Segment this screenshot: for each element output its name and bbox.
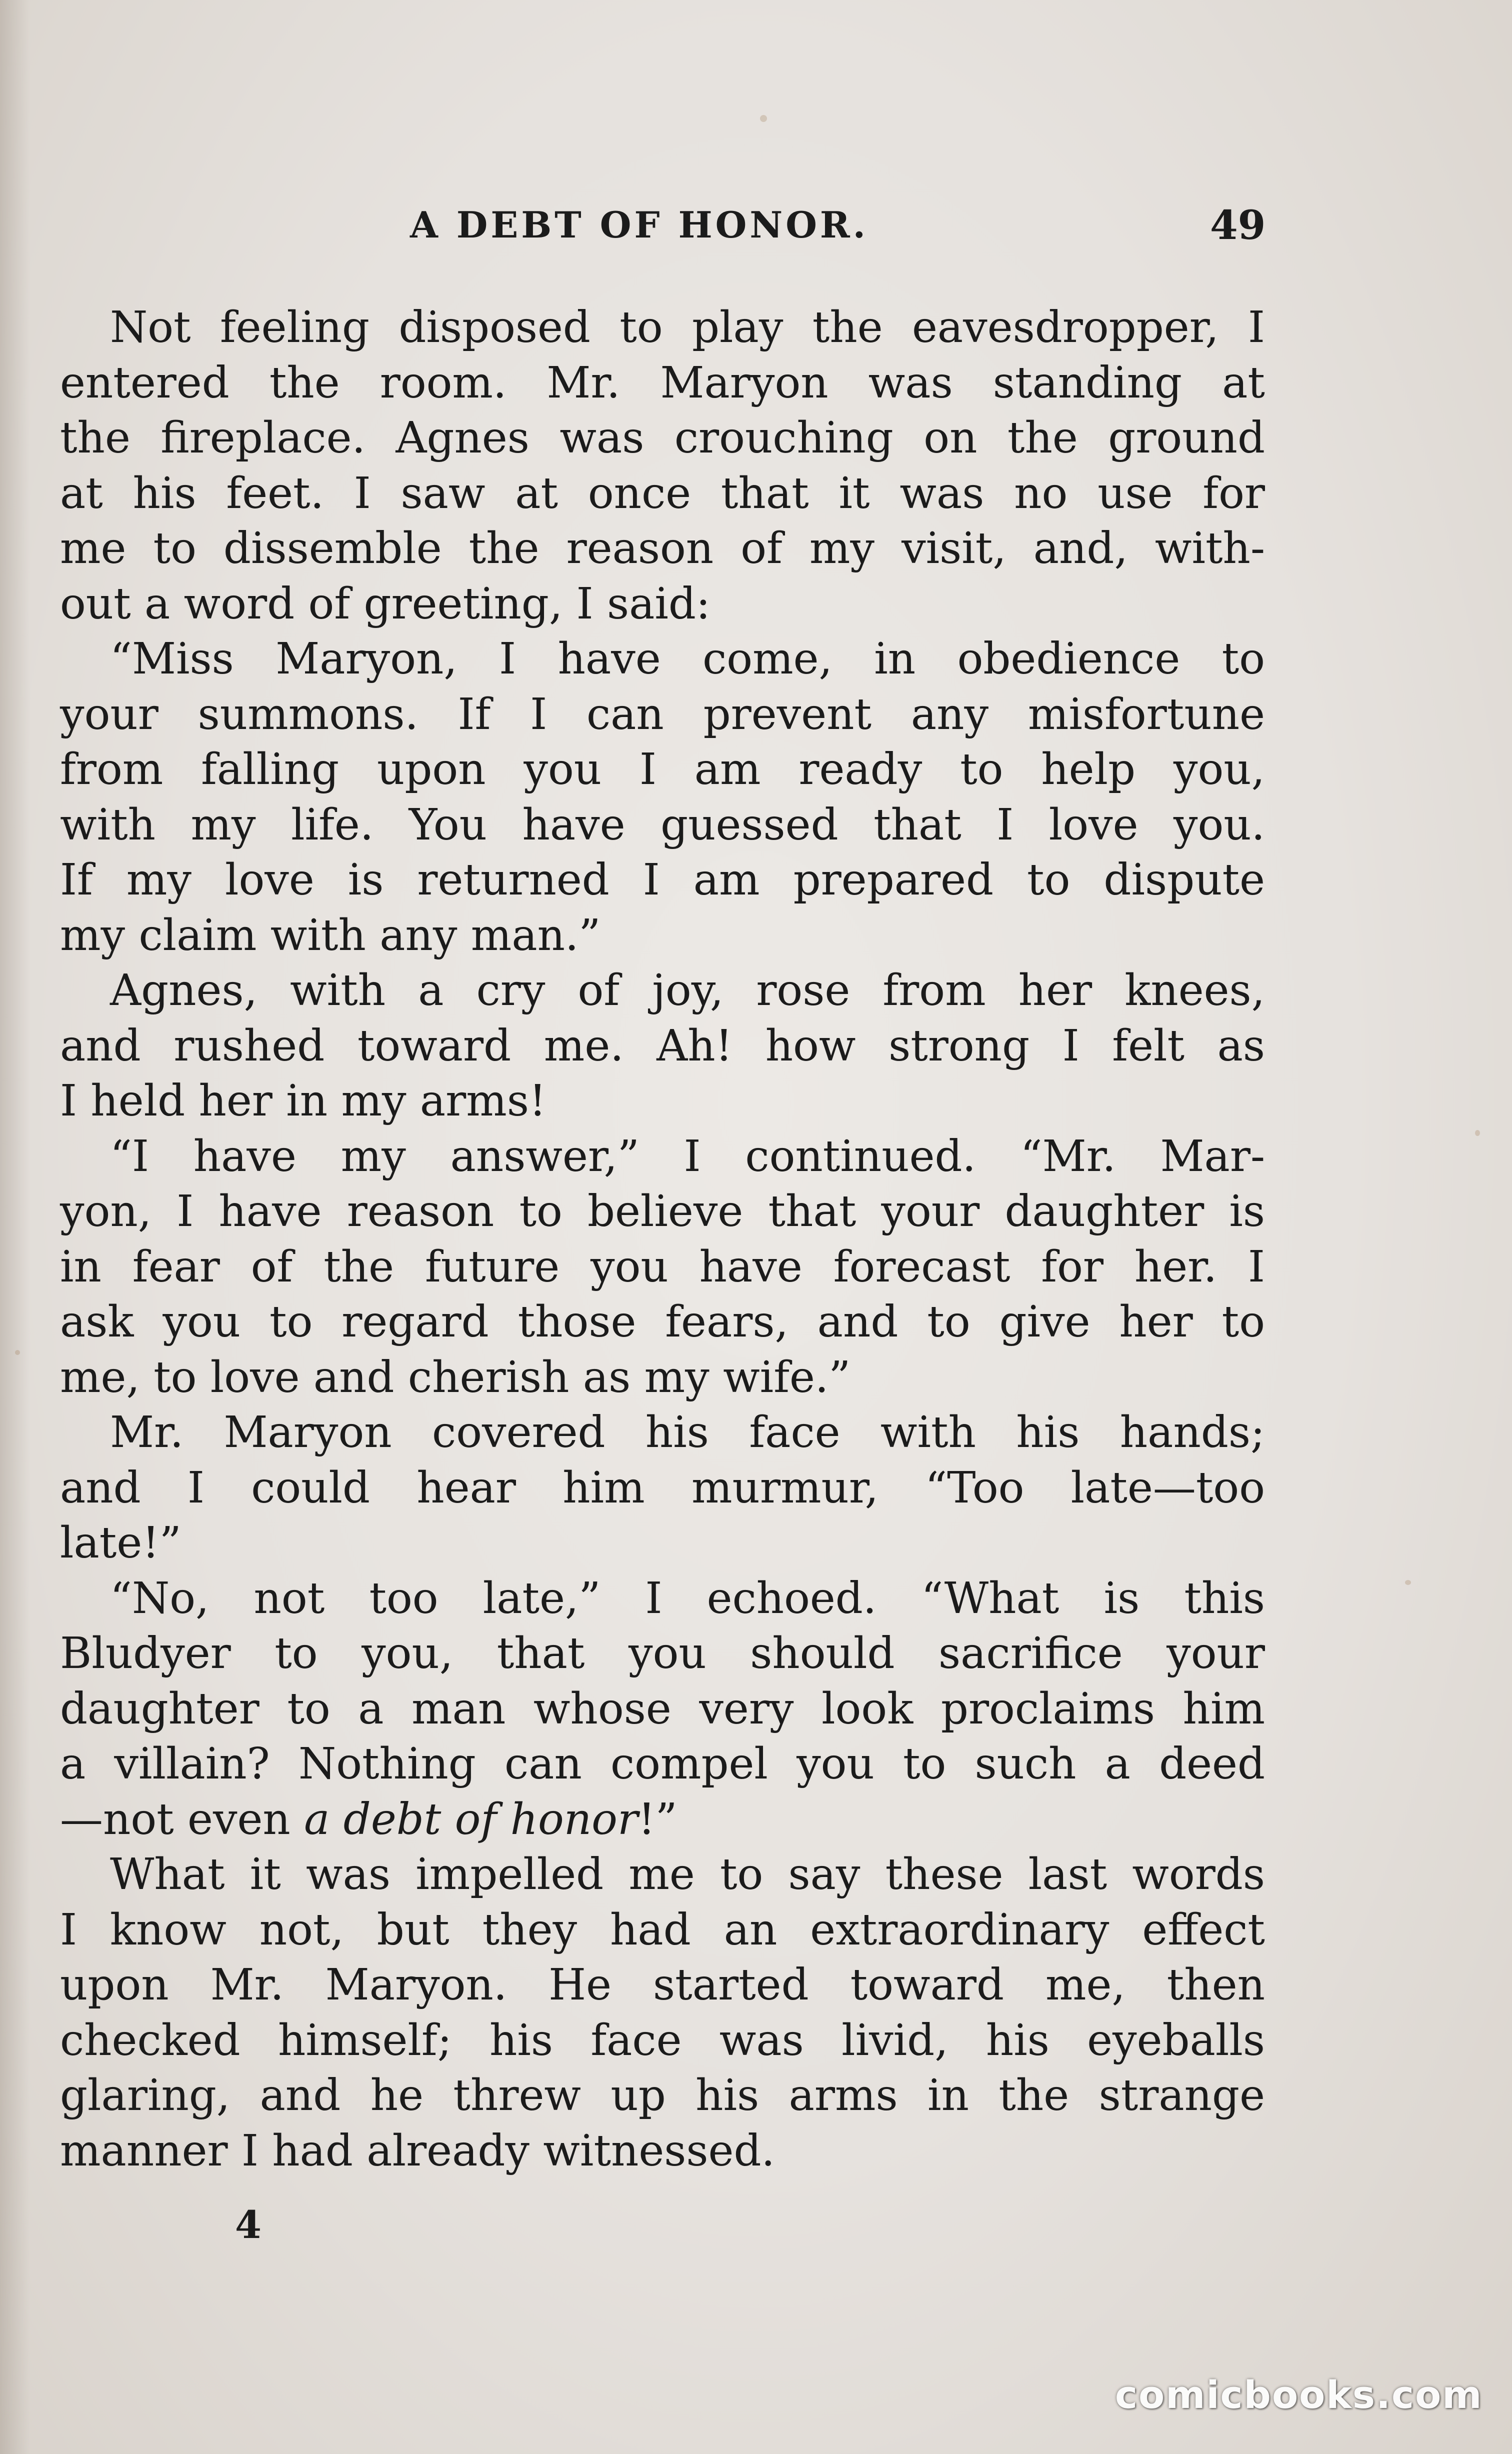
text-line: in fear of the future you have forecast for her. I xyxy=(60,1242,1265,1292)
page-number: 49 xyxy=(1210,202,1266,248)
running-head-title: A DEBT OF HONOR. xyxy=(410,204,868,246)
text-line: and rushed toward me. Ah! how strong I felt as xyxy=(60,1020,1265,1071)
text-line: yon, I have reason to believe that your daughter is xyxy=(60,1186,1265,1236)
text-line: with my life. You have guessed that I love you. xyxy=(60,800,1265,850)
text-line: and I could hear him murmur, “Too late—too xyxy=(60,1462,1265,1513)
text-line: “Miss Maryon, I have come, in obedience to xyxy=(110,634,1265,684)
paper-stain xyxy=(1405,1580,1411,1585)
text-line: What it was impelled me to say these last words xyxy=(110,1850,1265,1900)
text-line: Bludyer to you, that you should sacrifice your xyxy=(60,1628,1265,1678)
text-line: checked himself; his face was livid, his eyeballs xyxy=(60,2015,1265,2066)
signature-mark: 4 xyxy=(235,2202,262,2247)
text-line: Mr. Maryon covered his face with his hands; xyxy=(110,1408,1265,1458)
text-line: glaring, and he threw up his arms in the strange xyxy=(60,2070,1265,2120)
text-line: Not feeling disposed to play the eavesdropper, I xyxy=(110,302,1265,352)
italic-phrase: a debt of honor xyxy=(304,1794,638,1844)
body-text xyxy=(60,300,1265,2178)
text-line: I know not, but they had an extraordinary effect xyxy=(60,1904,1265,1955)
text-line: me, to love and cherish as my wife.” xyxy=(60,1352,851,1402)
text-line: out a word of greeting, I said: xyxy=(60,578,710,629)
text-line: I held her in my arms! xyxy=(60,1076,546,1126)
text-line: a villain? Nothing can compel you to such a deed xyxy=(60,1739,1265,1789)
paper-stain xyxy=(760,115,767,122)
text-line: manner I had already witnessed. xyxy=(60,2126,775,2176)
text-line: my claim with any man.” xyxy=(60,910,601,960)
page-edge-shadow xyxy=(0,0,30,2454)
text-line: your summons. If I can prevent any misfortune xyxy=(60,689,1265,740)
text-line: “I have my answer,” I continued. “Mr. Mar- xyxy=(110,1131,1265,1182)
text-line: me to dissemble the reason of my visit, and, with- xyxy=(60,524,1265,574)
text-line: upon Mr. Maryon. He started toward me, then xyxy=(60,1960,1265,2010)
text-line: —not even a debt of honor!” xyxy=(60,1794,678,1844)
text-line: daughter to a man whose very look proclaims him xyxy=(60,1684,1265,1734)
text-line: late!” xyxy=(60,1518,182,1568)
text-line: ask you to regard those fears, and to give her to xyxy=(60,1297,1265,1347)
text-line: the fireplace. Agnes was crouching on the ground xyxy=(60,413,1265,463)
text-line: If my love is returned I am prepared to dispute xyxy=(60,855,1265,905)
paper-stain xyxy=(15,1350,20,1355)
text-line: at his feet. I saw at once that it was no use for xyxy=(60,468,1265,518)
paper-stain xyxy=(1475,1130,1480,1136)
running-head xyxy=(0,198,1512,252)
text-line: from falling upon you I am ready to help you, xyxy=(60,744,1265,794)
text-line: “No, not too late,” I echoed. “What is this xyxy=(110,1573,1265,1624)
watermark: comicbooks.com xyxy=(1115,2372,1483,2417)
text-line: entered the room. Mr. Maryon was standing at xyxy=(60,358,1265,408)
text-line: Agnes, with a cry of joy, rose from her knees, xyxy=(110,966,1265,1016)
